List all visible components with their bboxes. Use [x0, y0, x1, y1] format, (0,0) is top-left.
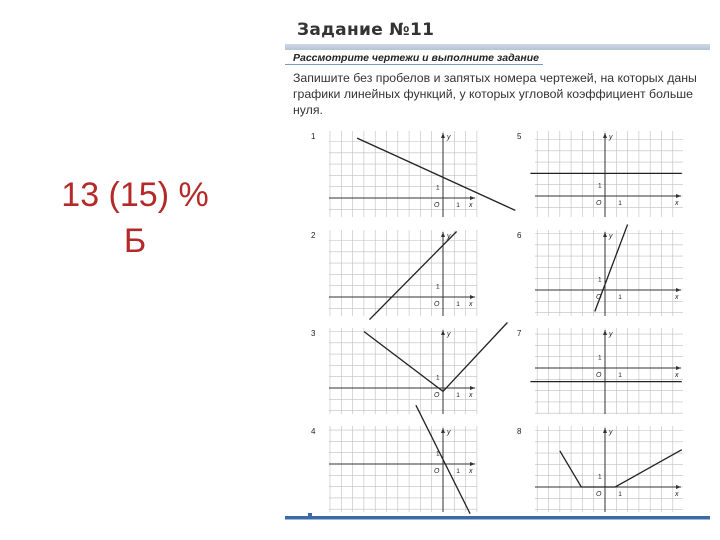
- graph-7-x-unit-label: 1: [618, 372, 622, 379]
- graph-3-x-arrow: [470, 386, 475, 390]
- graph-7-number: 7: [517, 329, 522, 338]
- graph-8-y-unit-label: 1: [598, 473, 602, 481]
- graphs-svg: [289, 126, 709, 516]
- graph-5-number: 5: [517, 132, 522, 141]
- graph-6-y-unit-label: 1: [598, 276, 602, 284]
- graph-6-x-arrow: [676, 288, 681, 292]
- graph-4-number: 4: [311, 427, 316, 436]
- graph-4-x-unit-label: 1: [456, 468, 460, 475]
- graph-8-y-label: y: [609, 429, 613, 436]
- graph-1-x-label: x: [469, 202, 473, 209]
- graph-2-x-unit-label: 1: [456, 301, 460, 308]
- graph-3-origin-label: O: [434, 392, 440, 399]
- graph-3-y-label: y: [447, 331, 451, 338]
- graph-1-line: [357, 138, 515, 210]
- graph-5-x-unit-label: 1: [618, 200, 622, 207]
- graph-4-y-arrow: [441, 428, 445, 433]
- title-rule: [285, 44, 710, 50]
- graph-1-y-unit-label: 1: [436, 184, 440, 192]
- graph-7-y-arrow: [603, 330, 607, 335]
- task-text: Запишите без пробелов и запятых номера чертежей, на которых даны графики линейных функций, у которых угловой коэффициент больше нуля.: [293, 71, 697, 117]
- graph-1-y-label: y: [447, 134, 451, 141]
- graph-2-y-label: y: [447, 233, 451, 240]
- graph-5-y-arrow: [603, 133, 607, 138]
- graph-5-x-label: x: [675, 200, 679, 207]
- bottom-rule-marker: [308, 513, 312, 519]
- graph-7-origin-label: O: [596, 372, 602, 379]
- stat-level: Б: [123, 222, 147, 260]
- graph-5-y-label: y: [609, 134, 613, 141]
- graph-8-x-label: x: [675, 491, 679, 498]
- bottom-rule-thin: [285, 519, 710, 520]
- graph-6-origin-label: O: [596, 294, 602, 301]
- graph-1-y-arrow: [441, 133, 445, 138]
- graph-1-origin-label: O: [434, 202, 440, 209]
- stat-percent: 13 (15) %: [61, 176, 209, 214]
- graph-7-x-label: x: [675, 372, 679, 379]
- graph-2-number: 2: [311, 231, 316, 240]
- graph-1-x-unit-label: 1: [456, 202, 460, 209]
- graph-1-x-arrow: [470, 196, 475, 200]
- graph-5-y-unit-label: 1: [598, 182, 602, 190]
- graph-3-x-label: x: [469, 392, 473, 399]
- graph-6-number: 6: [517, 231, 522, 240]
- graph-3-number: 3: [311, 329, 316, 338]
- graph-8-x-unit-label: 1: [618, 491, 622, 498]
- graph-7-y-label: y: [609, 331, 613, 338]
- graph-4-origin-label: O: [434, 468, 440, 475]
- graph-2-origin-label: O: [434, 301, 440, 308]
- graph-3-y-arrow: [441, 330, 445, 335]
- graph-7-x-arrow: [676, 366, 681, 370]
- graph-3-x-unit-label: 1: [456, 392, 460, 399]
- graph-8-origin-label: O: [596, 491, 602, 498]
- graph-7-y-unit-label: 1: [598, 354, 602, 362]
- slide-stat: [20, 172, 250, 264]
- task-header: [285, 20, 710, 65]
- task-subtitle: Рассмотрите чертежи и выполните задание: [285, 52, 543, 65]
- graph-8-number: 8: [517, 427, 522, 436]
- graph-2-x-label: x: [469, 301, 473, 308]
- graph-4-x-label: x: [469, 468, 473, 475]
- graph-8-line: [560, 450, 682, 487]
- graph-5-x-arrow: [676, 194, 681, 198]
- graph-3-y-unit-label: 1: [436, 374, 440, 382]
- graphs-panel: [289, 126, 709, 516]
- task-title: Задание №11: [297, 20, 435, 40]
- graph-4-y-unit-label: 1: [436, 450, 440, 458]
- graph-6-y-arrow: [603, 232, 607, 237]
- graph-6-y-label: y: [609, 233, 613, 240]
- graph-1-number: 1: [311, 132, 316, 141]
- graph-4-y-label: y: [447, 429, 451, 436]
- graph-6-x-label: x: [675, 294, 679, 301]
- graph-8-x-arrow: [676, 485, 681, 489]
- graph-4-x-arrow: [470, 462, 475, 466]
- graph-2-y-arrow: [441, 232, 445, 237]
- graph-2-y-unit-label: 1: [436, 283, 440, 291]
- graph-6-x-unit-label: 1: [618, 294, 622, 301]
- graph-2-line: [370, 232, 457, 320]
- graph-5-origin-label: O: [596, 200, 602, 207]
- graph-2-x-arrow: [470, 295, 475, 299]
